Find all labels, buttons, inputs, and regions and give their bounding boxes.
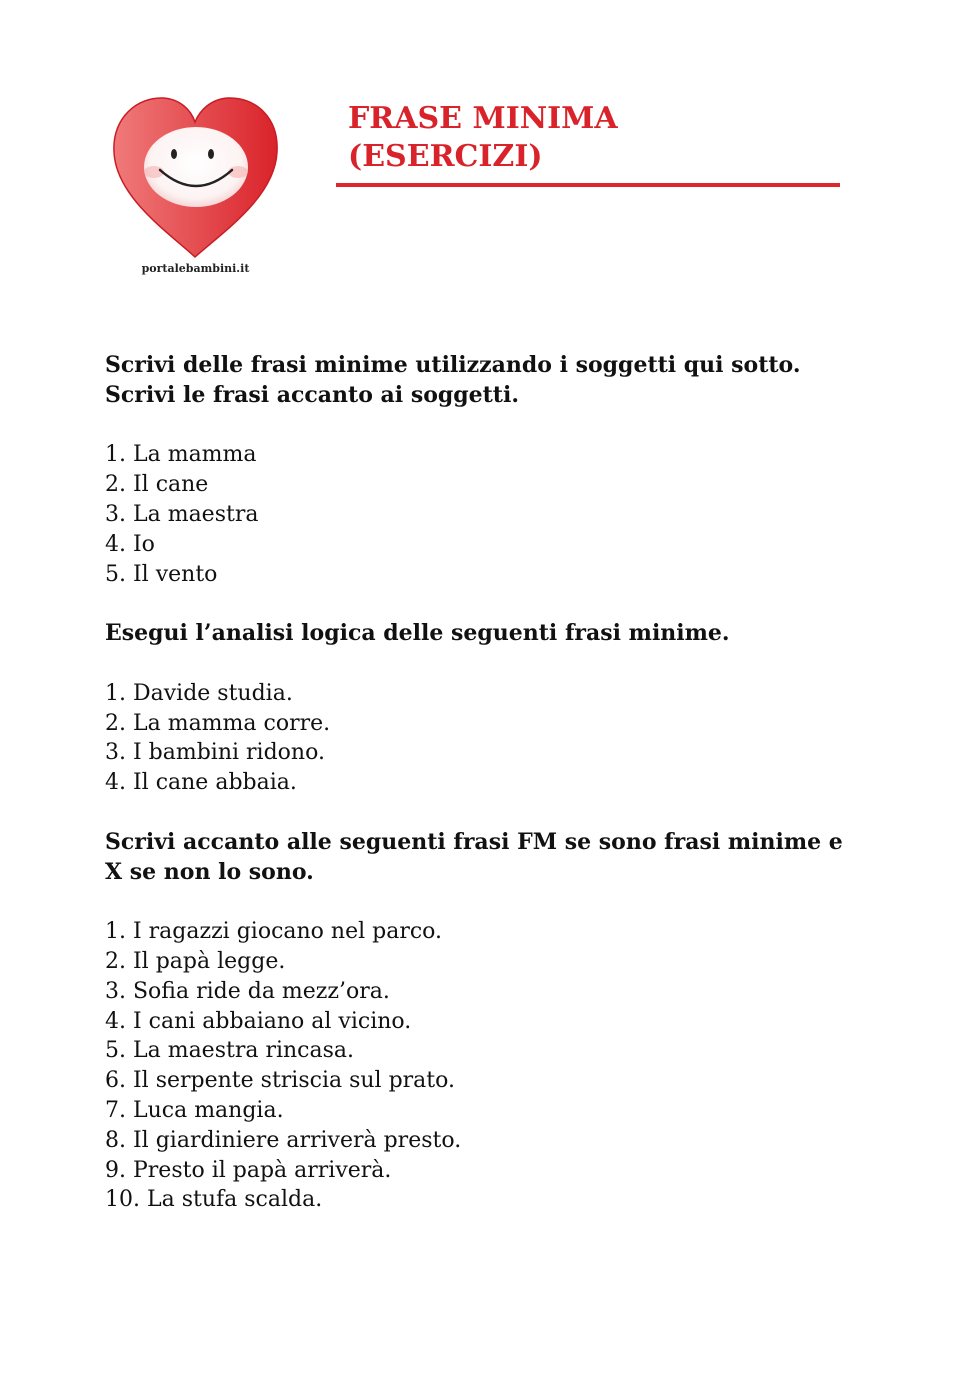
list-item: 9. Presto il papà arriverà. (105, 1157, 392, 1183)
list-item: 4. Io (105, 531, 155, 557)
list-item: 3. Sofia ride da mezz’ora. (105, 978, 390, 1004)
title-line-1: FRASE MINIMA (348, 101, 618, 136)
exercise-section-1 (105, 351, 905, 589)
list-item: 3. I bambini ridono. (105, 740, 325, 766)
list-item: 2. Il papà legge. (105, 948, 286, 974)
heart-smiley-icon (108, 92, 283, 262)
instruction-2 (105, 619, 905, 649)
list-item: 1. Davide studia. (105, 680, 293, 706)
analysis-list (105, 679, 905, 798)
title-underline (336, 183, 840, 187)
title-line-2: (ESERCIZI) (348, 139, 543, 174)
page-title (348, 100, 618, 176)
list-item: 1. La mamma (105, 442, 257, 468)
list-item: 1. I ragazzi giocano nel parco. (105, 919, 443, 945)
instruction-1-line-2: Scrivi le frasi accanto ai soggetti. (105, 381, 519, 408)
instruction-1-line-1: Scrivi delle frasi minime utilizzando i soggetti qui sotto. (105, 352, 801, 378)
logo-text: portalebambini.it (141, 262, 250, 275)
instruction-2-line-1: Esegui l’analisi logica delle seguenti frasi minime. (105, 620, 730, 647)
subject-list (105, 440, 905, 589)
list-item: 10. La stufa scalda. (105, 1187, 323, 1213)
list-item: 6. Il serpente striscia sul prato. (105, 1068, 455, 1094)
list-item: 7. Luca mangia. (105, 1097, 284, 1123)
instruction-3-line-1: Scrivi accanto alle seguenti frasi FM se sono frasi minime e (105, 828, 843, 855)
instruction-3-line-2: X se non lo sono. (105, 858, 314, 885)
list-item: 4. I cani abbaiano al vicino. (105, 1008, 412, 1034)
list-item: 5. La maestra rincasa. (105, 1038, 355, 1064)
exercise-content (105, 351, 905, 1215)
list-item: 3. La maestra (105, 501, 259, 527)
list-item: 4. Il cane abbaia. (105, 770, 297, 796)
fm-list (105, 917, 905, 1215)
instruction-1 (105, 351, 905, 411)
exercise-section-2 (105, 619, 905, 798)
list-item: 8. Il giardiniere arriverà presto. (105, 1127, 462, 1153)
list-item: 5. Il vento (105, 561, 218, 587)
logo (108, 92, 283, 282)
list-item: 2. La mamma corre. (105, 710, 331, 736)
exercise-section-3 (105, 828, 905, 1215)
list-item: 2. Il cane (105, 472, 209, 498)
instruction-3 (105, 828, 905, 888)
